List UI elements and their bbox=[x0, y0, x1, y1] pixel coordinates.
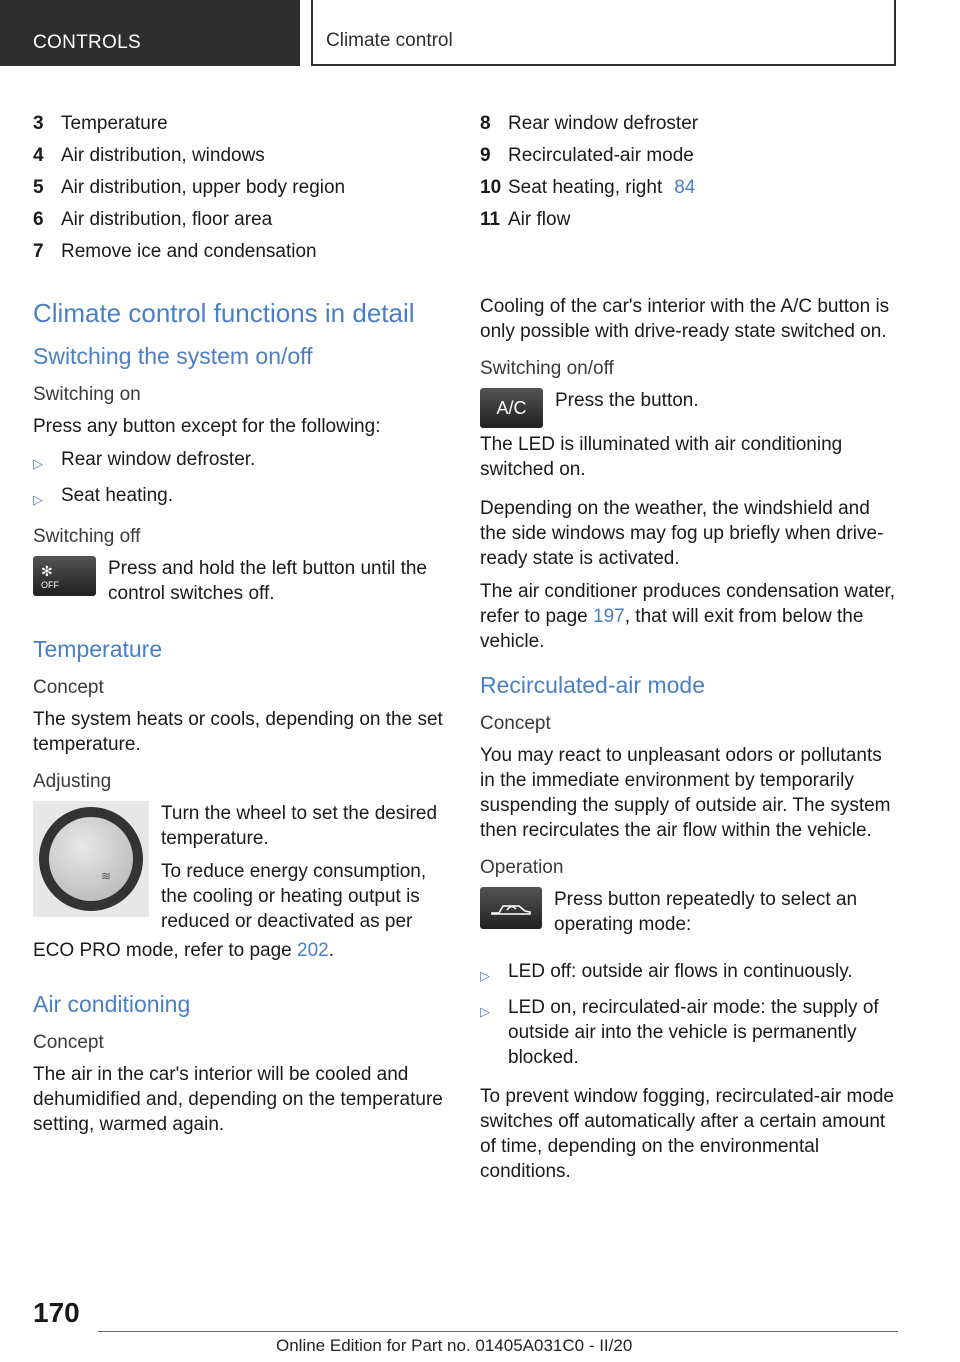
fog-text: Depending on the weather, the windshield and the side windows may fog up briefly when drive-ready state is activated. bbox=[480, 498, 884, 569]
ac-text-1: Press the button. bbox=[555, 390, 699, 411]
temperature-wheel-icon bbox=[33, 801, 149, 917]
aircon-heading: Air conditioning bbox=[33, 991, 191, 1017]
list-item: 3 Temperature bbox=[33, 113, 168, 134]
list-item: 10 Seat heating, right 84 bbox=[480, 172, 900, 204]
list-item: 8 Rear window defroster bbox=[480, 113, 699, 134]
fan-icon: ✻ bbox=[41, 562, 53, 579]
list-item: 7 Remove ice and condensation bbox=[33, 241, 317, 262]
page-header bbox=[0, 0, 960, 66]
aircon-concept-heading: Concept bbox=[33, 1032, 104, 1053]
list-item: 6 Air distribution, floor area bbox=[33, 209, 273, 230]
footer-divider bbox=[98, 1331, 898, 1332]
condensation-text: The air conditioner produces condensation water, refer to page 197, that will exit from below the vehicle. bbox=[480, 581, 896, 652]
section-tab: CONTROLS bbox=[0, 0, 300, 66]
adjusting-heading: Adjusting bbox=[33, 771, 112, 792]
list-item: ▷ Seat heating. bbox=[33, 483, 453, 512]
off-fan-button-icon: ✻ OFF bbox=[33, 556, 96, 596]
recirc-concept-heading: Concept bbox=[480, 713, 551, 734]
functions-heading: Climate control functions in detail bbox=[33, 298, 415, 328]
ac-block bbox=[480, 388, 900, 428]
operation-block bbox=[480, 887, 900, 945]
list-item: 5 Air distribution, upper body region bbox=[33, 177, 346, 198]
triangle-bullet-icon: ▷ bbox=[33, 492, 43, 507]
temperature-heading: Temperature bbox=[33, 636, 163, 662]
onoff-heading: Switching on/off bbox=[480, 358, 614, 379]
recirc-text: You may react to unpleasant odors or pollutants in the immediate environment by temporarily suspending the supply of outside air. The system then recirculates the air flow within the vehicle. bbox=[480, 745, 891, 841]
triangle-bullet-icon: ▷ bbox=[33, 456, 43, 471]
operation-heading: Operation bbox=[480, 857, 564, 878]
temp-concept-heading: Concept bbox=[33, 677, 104, 698]
edition-text: Online Edition for Part no. 01405A031C0 - II/20 bbox=[276, 1336, 633, 1355]
switching-on-bullets bbox=[33, 447, 453, 512]
switching-off-block bbox=[33, 556, 453, 614]
recirc-heading: Recirculated-air mode bbox=[480, 672, 705, 698]
switching-on-text: Press any button except for the following: bbox=[33, 416, 381, 437]
page-link-202[interactable]: 202 bbox=[297, 940, 329, 961]
triangle-bullet-icon: ▷ bbox=[480, 968, 490, 983]
list-item: ▷ LED on, recirculated-air mode: the supply of outside air into the vehicle is permanently blocked. bbox=[480, 997, 879, 1068]
list-item: ▷ Rear window defroster. bbox=[33, 447, 453, 476]
cooling-text: Cooling of the car's interior with the A/C button is only possible with drive-ready state switched on. bbox=[480, 296, 890, 342]
list-item: 11 Air flow bbox=[480, 209, 571, 230]
page-number: 170 bbox=[33, 1297, 80, 1328]
eco-pro-text: ECO PRO mode, refer to page 202. bbox=[33, 940, 334, 961]
chapter-title: Climate control bbox=[311, 0, 896, 66]
list-item: 9 Recirculated-air mode bbox=[480, 145, 694, 166]
aircon-text: The air in the car's interior will be cooled and dehumidified and, depending on the temperature setting, warmed again. bbox=[33, 1064, 443, 1135]
page-link-84[interactable]: 84 bbox=[674, 177, 696, 198]
switching-off-heading: Switching off bbox=[33, 526, 141, 547]
temp-concept-text: The system heats or cools, depending on the set temperature. bbox=[33, 709, 443, 755]
adjusting-block bbox=[33, 801, 453, 934]
list-item: ▷ LED off: outside air flows in continuously. bbox=[480, 959, 900, 988]
adjusting-text-1: Turn the wheel to set the desired temperature. bbox=[161, 803, 438, 849]
legend-list-right bbox=[480, 108, 900, 236]
list-item: 4 Air distribution, windows bbox=[33, 145, 265, 166]
switching-heading: Switching the system on/off bbox=[33, 343, 313, 369]
triangle-bullet-icon: ▷ bbox=[480, 1004, 490, 1019]
legend-list-left bbox=[33, 108, 453, 268]
adjusting-text-2: To reduce energy consumption, the cooling or heating output is reduced or deactivated as per bbox=[161, 861, 427, 932]
operation-bullets bbox=[480, 959, 900, 1070]
operation-text: Press button repeatedly to select an operating mode: bbox=[554, 889, 858, 935]
left-column bbox=[33, 108, 453, 1145]
recirculation-car-icon bbox=[480, 887, 542, 929]
switching-on-heading: Switching on bbox=[33, 384, 141, 405]
page-link-197[interactable]: 197 bbox=[593, 606, 625, 627]
ac-button-icon: A/C bbox=[480, 388, 543, 428]
ac-text-2: The LED is illuminated with air conditioning switched on. bbox=[480, 434, 843, 480]
fogging-text: To prevent window fogging, recirculated-air mode switches off automatically after a certain amount of time, depending on the environmental conditions. bbox=[480, 1086, 894, 1182]
switching-off-text: Press and hold the left button until the control switches off. bbox=[108, 558, 427, 604]
heat-icon: ≋ bbox=[100, 869, 111, 883]
right-column bbox=[480, 108, 900, 1192]
